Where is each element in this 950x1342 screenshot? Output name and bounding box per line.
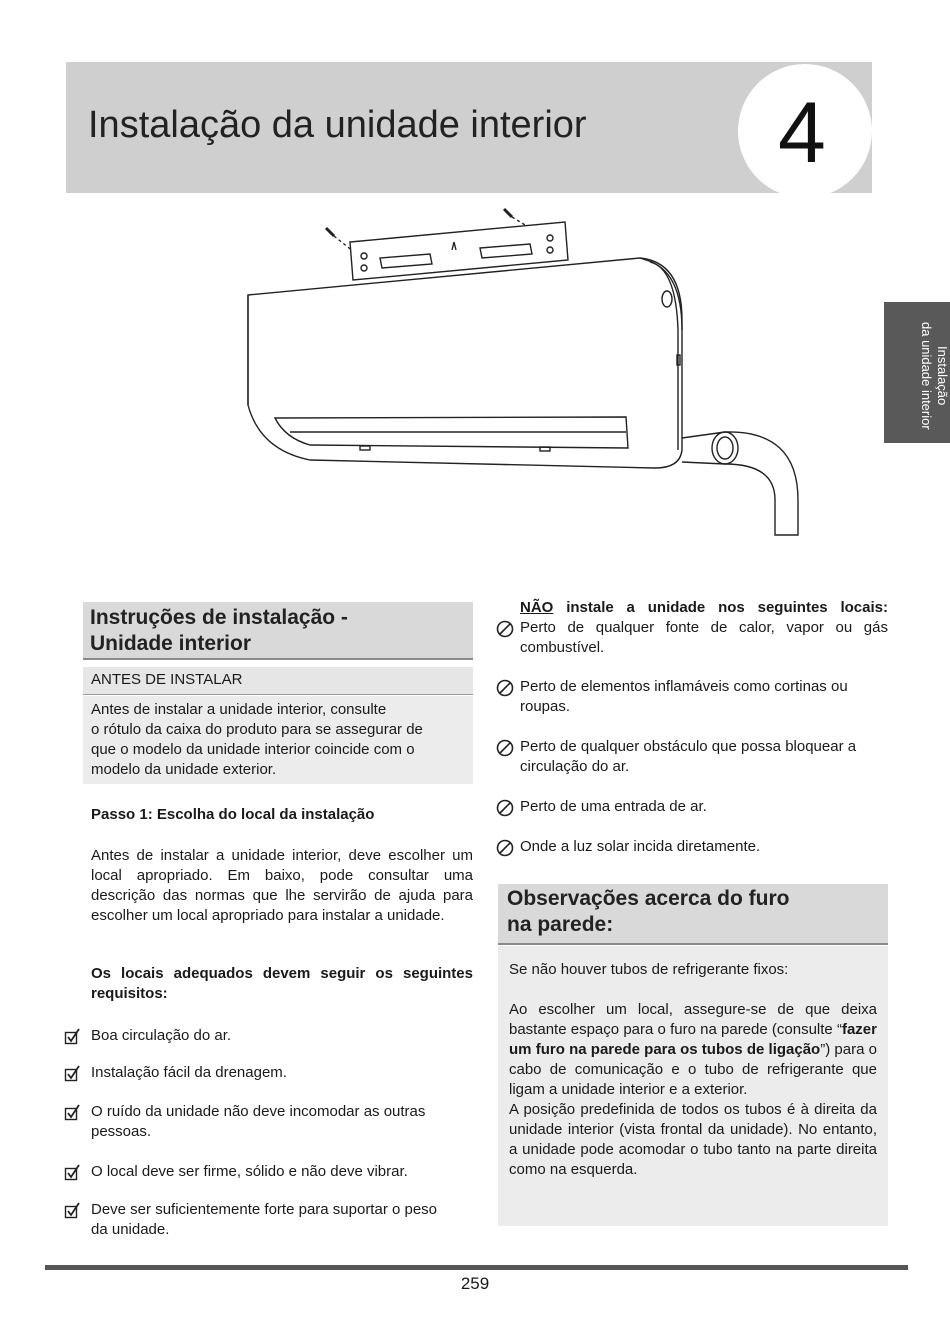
wall-hole-notes-title: Observações acerca do furo na parede: (498, 884, 888, 945)
checkbox-checked-icon (64, 1164, 82, 1182)
prohibited-icon (496, 799, 514, 817)
before-install-header: ANTES DE INSTALAR (83, 667, 473, 695)
side-tab-line1: Instalação (935, 345, 950, 406)
cross-reference: fazer um furo na parede para os tubos de ligação (509, 1021, 877, 1058)
instructions-title: Instruções de instalação - Unidade interior (83, 602, 473, 660)
prohibited-icon (496, 679, 514, 697)
chapter-header (66, 62, 872, 193)
prohibited-icon (496, 839, 514, 857)
chapter-title: Instalação da unidade interior (88, 104, 587, 146)
checkbox-checked-icon (64, 1028, 82, 1046)
screw-icon (326, 228, 354, 252)
step1-title: Passo 1: Escolha do local da instalação (91, 806, 375, 823)
requirements-title: Os locais adequados devem seguir os seguintes requisitos: (91, 965, 473, 1002)
chapter-number: 4 (778, 85, 826, 181)
step1-paragraph: Antes de instalar a unidade interior, deve escolher um local apropriado. Em baixo, pode consultar uma descrição das normas que lhe servirão de ajuda para escolher um local apropriado para instalar a unidade. (91, 847, 473, 924)
checkbox-checked-icon (64, 1104, 82, 1122)
section-side-tab (884, 302, 950, 443)
indoor-unit-illustration (230, 200, 820, 550)
page-number: 259 (460, 1274, 490, 1293)
wall-hole-notes-text: Se não houver tubos de refrigerante fixos: Ao escolher um local, assegure-se de que deixa bastante espaço para o furo na parede (consulte “fazer um furo na parede para os tubos de ligação”) para o cabo de comunicação e o tubo de refrigerante que ligam a unidade interior e a exterior. A posição predefinida de todos os tubos é à direita da unidade interior (vista frontal da unidade). No entanto, a unidade pode acomodar o tubo tanto na parte direita como na esquerda. (498, 946, 888, 1226)
checkbox-checked-icon (64, 1202, 82, 1220)
prohibited-icon (496, 620, 514, 638)
do-not-install-title: NÃO instale a unidade nos seguintes locais: (520, 599, 888, 616)
before-install-text: Antes de instalar a unidade interior, consulte o rótulo da caixa do produto para se assegurar de que o modelo da unidade interior coincide com o modelo da unidade exterior. (83, 696, 473, 784)
side-tab-line2: da unidade interior (919, 321, 934, 430)
footer-divider (45, 1265, 908, 1270)
prohibited-icon (496, 739, 514, 757)
checkbox-checked-icon (64, 1065, 82, 1083)
